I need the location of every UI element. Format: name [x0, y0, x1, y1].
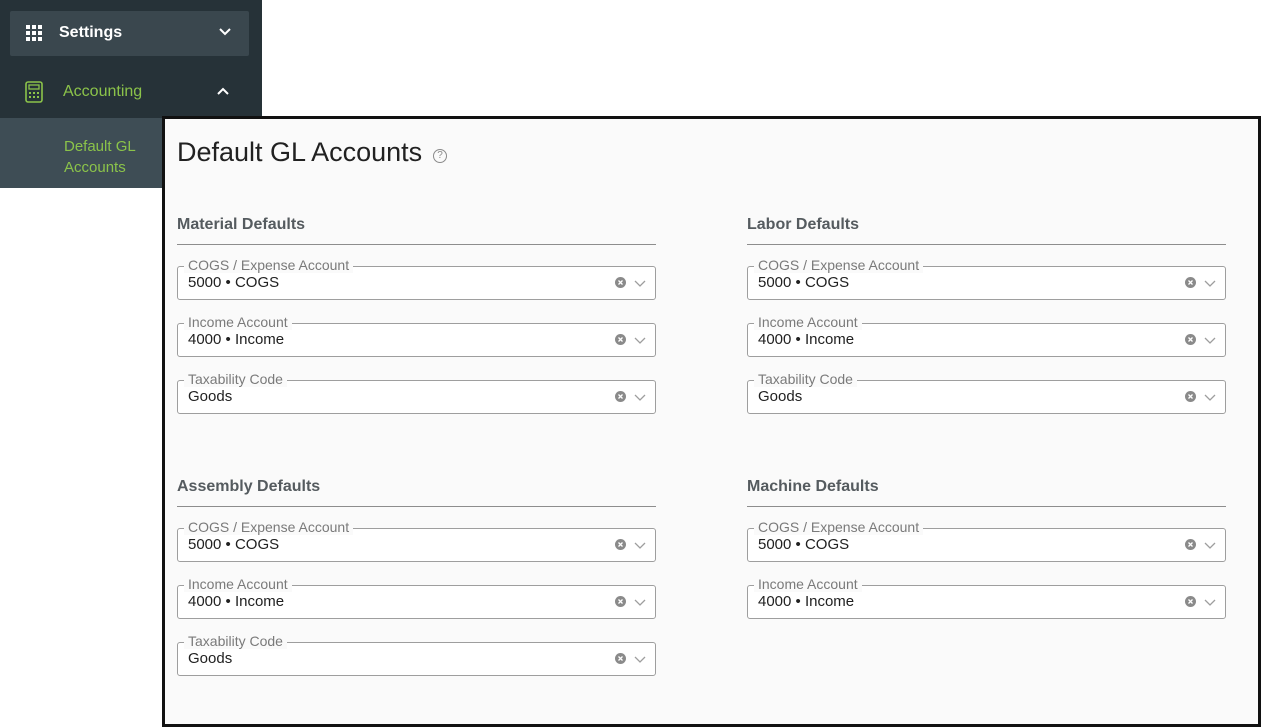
assembly-income-select[interactable] — [177, 576, 656, 619]
section-title: Assembly Defaults — [177, 478, 321, 495]
chevron-up-icon[interactable] — [217, 87, 229, 95]
assembly-taxability-select[interactable] — [177, 633, 656, 676]
field-value: 5000 • COGS — [188, 536, 280, 553]
field-value: 4000 • Income — [758, 593, 855, 610]
section-divider — [177, 506, 656, 507]
field-value: 5000 • COGS — [188, 274, 280, 291]
labor-defaults-section — [747, 215, 1226, 405]
field-label: Taxability Code — [754, 371, 857, 387]
material-cogs-select[interactable] — [177, 257, 656, 300]
field-label: COGS / Expense Account — [754, 257, 923, 273]
calculator-icon — [25, 81, 43, 103]
chevron-down-icon[interactable] — [1204, 280, 1216, 287]
grid-icon — [26, 25, 42, 41]
machine-defaults-section — [747, 477, 1226, 610]
clear-icon[interactable] — [1185, 277, 1196, 288]
sidebar-item-settings-label: Settings — [59, 24, 123, 41]
sidebar-item-accounting-label: Accounting — [63, 83, 143, 100]
machine-cogs-select[interactable] — [747, 519, 1226, 562]
chevron-down-icon[interactable] — [1204, 337, 1216, 344]
section-title: Material Defaults — [177, 216, 306, 233]
chevron-down-icon[interactable] — [634, 599, 646, 606]
main-panel — [162, 116, 1261, 727]
machine-income-select[interactable] — [747, 576, 1226, 619]
material-taxability-select[interactable] — [177, 371, 656, 414]
chevron-down-icon[interactable] — [1204, 394, 1216, 401]
chevron-down-icon[interactable] — [1204, 542, 1216, 549]
field-label: Income Account — [184, 576, 292, 592]
material-income-select[interactable] — [177, 314, 656, 357]
field-value: 5000 • COGS — [758, 536, 850, 553]
clear-icon[interactable] — [615, 334, 626, 345]
sidebar-item-settings[interactable] — [10, 11, 249, 56]
clear-icon[interactable] — [1185, 596, 1196, 607]
labor-income-select[interactable] — [747, 314, 1226, 357]
field-value: 4000 • Income — [758, 331, 855, 348]
field-value: 4000 • Income — [188, 593, 285, 610]
sidebar-item-accounting[interactable] — [0, 68, 262, 116]
chevron-down-icon[interactable] — [634, 542, 646, 549]
chevron-down-icon[interactable] — [634, 656, 646, 663]
clear-icon[interactable] — [1185, 539, 1196, 550]
field-value: Goods — [188, 388, 233, 405]
field-label: Taxability Code — [184, 371, 287, 387]
question-circle-icon[interactable]: ? — [433, 149, 447, 163]
section-title: Machine Defaults — [747, 478, 879, 495]
chevron-down-icon[interactable] — [634, 280, 646, 287]
field-label: COGS / Expense Account — [754, 519, 923, 535]
chevron-down-icon[interactable] — [1204, 599, 1216, 606]
field-value: 4000 • Income — [188, 331, 285, 348]
clear-icon[interactable] — [1185, 391, 1196, 402]
field-label: Income Account — [754, 576, 862, 592]
field-label: Taxability Code — [184, 633, 287, 649]
field-value: Goods — [188, 650, 233, 667]
assembly-defaults-section — [177, 477, 656, 667]
section-divider — [747, 244, 1226, 245]
clear-icon[interactable] — [615, 539, 626, 550]
labor-taxability-select[interactable] — [747, 371, 1226, 414]
chevron-down-icon[interactable] — [219, 28, 231, 36]
clear-icon[interactable] — [615, 653, 626, 664]
field-value: Goods — [758, 388, 803, 405]
page-title: Default GL Accounts — [177, 137, 423, 167]
chevron-down-icon[interactable] — [634, 337, 646, 344]
clear-icon[interactable] — [1185, 334, 1196, 345]
labor-cogs-select[interactable] — [747, 257, 1226, 300]
clear-icon[interactable] — [615, 596, 626, 607]
field-label: COGS / Expense Account — [184, 257, 353, 273]
section-divider — [747, 506, 1226, 507]
sidebar-subitem-label: Default GL Accounts — [64, 138, 136, 176]
field-label: COGS / Expense Account — [184, 519, 353, 535]
section-divider — [177, 244, 656, 245]
material-defaults-section — [177, 215, 656, 405]
field-label: Income Account — [754, 314, 862, 330]
field-value: 5000 • COGS — [758, 274, 850, 291]
clear-icon[interactable] — [615, 391, 626, 402]
field-label: Income Account — [184, 314, 292, 330]
clear-icon[interactable] — [615, 277, 626, 288]
chevron-down-icon[interactable] — [634, 394, 646, 401]
assembly-cogs-select[interactable] — [177, 519, 656, 562]
section-title: Labor Defaults — [747, 216, 860, 233]
